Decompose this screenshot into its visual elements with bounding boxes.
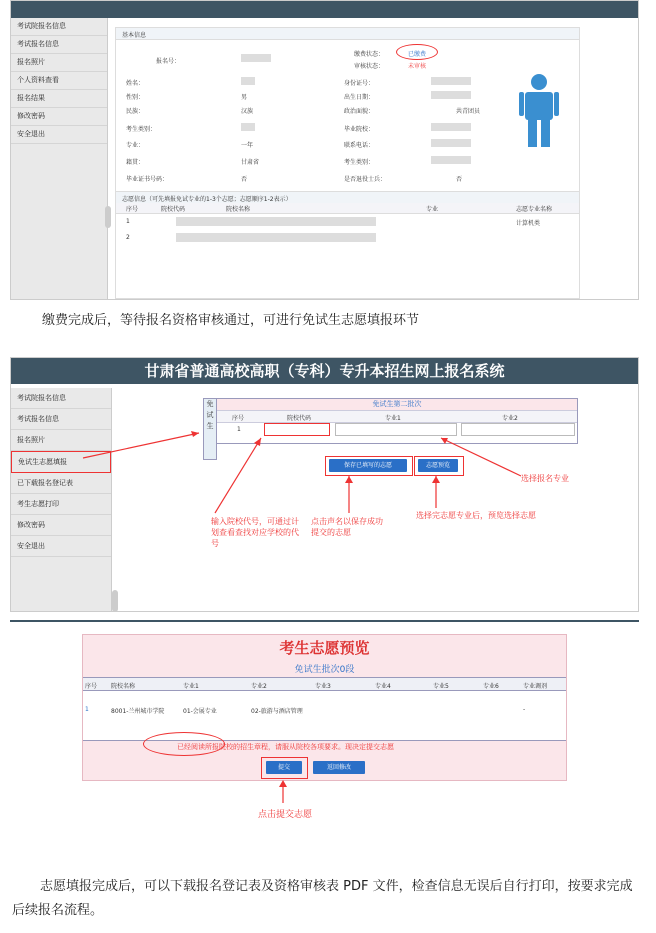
preview-header: 专业3 — [315, 683, 331, 690]
row-value: 共青团员 — [456, 108, 481, 115]
row-value: 否 — [241, 176, 248, 183]
preview-header: 专业2 — [251, 683, 267, 690]
table-title: 免试生第二批次 — [372, 400, 422, 408]
annotation-submit: 点击提交志愿 — [258, 810, 313, 820]
row-value: 否 — [456, 176, 463, 183]
row-label: 是否退役士兵： — [344, 176, 387, 183]
preview-cell: 02-旅游与酒店管理 — [251, 708, 303, 715]
section-basic-header — [116, 28, 579, 40]
wish-header-row — [116, 203, 579, 214]
row-label: 毕业院校： — [344, 126, 375, 133]
row-label: 身份证号： — [344, 80, 375, 87]
confirm-note: 已经阅读所报院校的招生章程，请服从院校各项要求。现决定提交志愿 — [177, 743, 394, 751]
row-label: 毕业证书号码： — [126, 176, 169, 183]
redacted-value — [241, 123, 255, 131]
redacted-value — [241, 77, 255, 85]
person-icon — [519, 73, 559, 148]
row-value: 汉族 — [241, 108, 254, 115]
redacted-value — [431, 77, 471, 85]
screenshot-profile — [10, 0, 639, 300]
sidebar-item[interactable]: 报名照片 — [11, 54, 107, 72]
wish-header: 专业 — [426, 206, 439, 213]
submit-arrow — [10, 620, 639, 830]
sidebar-item[interactable]: 考试报名信息 — [11, 36, 107, 54]
sidebar-item[interactable]: 考生志愿打印 — [11, 494, 111, 515]
row-label: 性别： — [126, 94, 145, 101]
sidebar-item[interactable]: 考试院报名信息 — [11, 388, 111, 409]
preview-cell: 01-会展专业 — [183, 708, 217, 715]
back-modify-button[interactable]: 返回修改 — [313, 761, 365, 774]
screenshot-wish-preview — [10, 620, 639, 830]
annotation-school-code: 输入院校代号，可通过计划查看查找对应学校的代号 — [211, 517, 299, 548]
sidebar-item[interactable]: 报名照片 — [11, 430, 111, 451]
annotation-save: 点击声名以保存成功提交的志愿 — [311, 517, 383, 537]
preview-header: 专业5 — [433, 683, 449, 690]
sidebar — [11, 18, 108, 299]
section-basic-title: 基本信息 — [122, 32, 147, 39]
sidebar-item[interactable]: 已下载报名登记表 — [11, 473, 111, 494]
wish-cell: 计算机类 — [516, 220, 541, 227]
redacted-value — [176, 233, 376, 242]
sidebar-item[interactable]: 安全退出 — [11, 126, 107, 144]
paragraph-2: 志愿填报完成后，可以下载报名登记表及资格审核表 PDF 文件，检查信息无误后自行打印，按要求完成后续报名流程。 — [12, 879, 633, 918]
annotation-preview: 选择完志愿专业后，预览选择志愿 — [416, 511, 536, 520]
preview-header: 专业调剂 — [523, 683, 548, 690]
row-value: 男 — [241, 94, 248, 101]
row-label: 政治面貌： — [344, 108, 375, 115]
row-seq: 1 — [237, 426, 241, 433]
sidebar-item[interactable]: 个人资料查看 — [11, 72, 107, 90]
wish-cell: 2 — [126, 234, 130, 241]
profile-panel — [115, 27, 580, 299]
preview-cell: 8001-兰州城市学院 — [111, 708, 165, 715]
redacted-value — [431, 139, 471, 147]
row-value: 甘肃省 — [241, 159, 260, 166]
annotation-arrows — [11, 358, 639, 612]
row-label: 考生类别： — [126, 126, 157, 133]
wish-header: 志愿专业名称 — [516, 206, 553, 213]
row-label: 考生类别： — [344, 159, 375, 166]
wish-header: 院校代码 — [161, 206, 186, 213]
redacted-value — [431, 123, 471, 131]
side-tab-label: 免试生 — [206, 400, 214, 430]
sidebar-item[interactable]: 考试报名信息 — [11, 409, 111, 430]
row-label: 民族： — [126, 108, 145, 115]
system-banner: 甘肃省普通高校高职（专科）专升本招生网上报名系统 — [11, 358, 638, 384]
wish-header: 院校名称 — [226, 206, 251, 213]
pay-status-value: 已缴费 — [408, 51, 427, 58]
sidebar-item[interactable]: 免试生志愿填报 — [11, 451, 111, 473]
redacted-value — [431, 156, 471, 164]
header-major1: 专业1 — [385, 415, 401, 422]
annotation-major: 选择报名专业 — [521, 474, 569, 483]
section-wish-title: 志愿信息（可先填报免试专业的1-3个志愿；志愿顺序1-2表示） — [122, 196, 292, 203]
row-label: 籍贯： — [126, 159, 145, 166]
save-wish-button[interactable]: 保存已填写的志愿 — [329, 459, 407, 472]
preview-title: 考生志愿预览 — [279, 639, 370, 657]
row-label: 联系电话： — [344, 142, 375, 149]
sidebar-item[interactable]: 考试院报名信息 — [11, 18, 107, 36]
sidebar-item[interactable]: 报名结果 — [11, 90, 107, 108]
preview-cell: 1 — [85, 706, 89, 713]
audit-status-value: 未审核 — [408, 63, 427, 70]
wish-header: 序号 — [126, 206, 139, 213]
avatar-placeholder — [519, 73, 559, 148]
row-label: 姓名： — [126, 80, 145, 87]
preview-header: 专业6 — [483, 683, 499, 690]
audit-status-label: 审核状态： — [354, 63, 385, 70]
preview-subtitle: 免试生批次0段 — [294, 665, 355, 675]
submit-button[interactable]: 提交 — [266, 761, 302, 774]
redacted-value — [431, 91, 471, 99]
preview-header: 专业1 — [183, 683, 199, 690]
preview-header: 序号 — [85, 683, 98, 690]
sidebar-item[interactable]: 修改密码 — [11, 108, 107, 126]
header-school-code: 院校代码 — [287, 415, 312, 422]
paragraph-1: 缴费完成后，等待报名资格审核通过，可进行免试生志愿填报环节 — [42, 313, 420, 328]
pay-status-label: 缴费状态： — [354, 51, 385, 58]
preview-header: 专业4 — [375, 683, 391, 690]
sidebar-item[interactable]: 安全退出 — [11, 536, 111, 557]
row-value: 一年 — [241, 142, 254, 149]
header-major2: 专业2 — [502, 415, 518, 422]
screenshot-wish-entry — [10, 357, 639, 612]
header-seq: 序号 — [232, 415, 245, 422]
row-label: 专业： — [126, 142, 145, 149]
reg-number-label: 报名号： — [156, 58, 181, 65]
preview-header: 院校名称 — [111, 683, 136, 690]
redacted-value — [241, 54, 271, 62]
wish-cell: 1 — [126, 218, 130, 225]
sidebar-item[interactable]: 修改密码 — [11, 515, 111, 536]
preview-wish-button[interactable]: 志愿预览 — [418, 459, 458, 472]
row-label: 出生日期： — [344, 94, 375, 101]
top-banner-strip — [11, 1, 638, 18]
collapse-handle[interactable] — [105, 206, 111, 228]
redacted-value — [176, 217, 376, 226]
preview-cell: - — [523, 706, 526, 713]
